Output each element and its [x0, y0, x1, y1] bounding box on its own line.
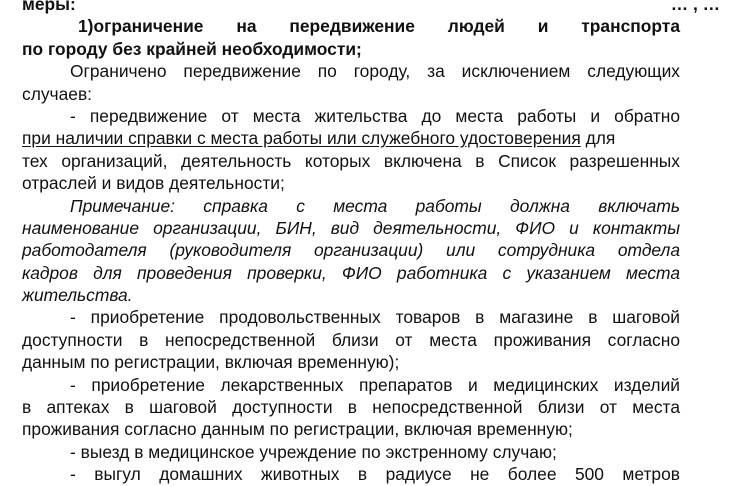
item-1-line-1: [22, 15, 680, 37]
paragraph-line-1: Ограничено передвижение по городу, за исключением следующих: [70, 61, 680, 82]
bullet-3-line-1: - приобретение лекарственных препаратов и медицинских изделий: [70, 374, 680, 395]
bullet-1-line-2-rest: для: [580, 128, 616, 149]
bullet-1-line-3: тех организаций, деятельность которых включена в Список разрешенных: [22, 150, 680, 171]
bullet-3-line-3: проживания согласно данным по регистрации, включая временную;: [22, 419, 573, 440]
header-left: меры:: [22, 0, 76, 14]
bullet-3-line-2: в аптеках в шаговой доступности в непосредственной близи от места: [22, 397, 680, 418]
note-line-3: работодателя (руководителя организации) или сотрудника отдела: [22, 240, 680, 261]
bullet-1-line-2: [22, 127, 680, 149]
item-1-number: 1): [78, 16, 94, 37]
item-1-line-2: по городу без крайней необходимости;: [22, 38, 362, 59]
bullet-1-underlined-text: при наличии справки с места работы или служебного удостоверения: [22, 128, 581, 149]
bullet-2-line-1: - приобретение продовольственных товаров в магазине в шаговой: [70, 307, 680, 328]
paragraph-line-2: случаев:: [22, 83, 93, 104]
bullet-5-line-1: - выгул домашних животных в радиусе не более 500 метров: [70, 464, 680, 485]
bullet-2-line-3: данным по регистрации, включая временную);: [22, 352, 400, 373]
bullet-2-line-2: доступности в непосредственной близи от места проживания согласно: [22, 329, 680, 350]
header-line: [22, 0, 720, 15]
bullet-4-line-1: - выезд в медицинское учреждение по экстренному случаю;: [70, 441, 557, 462]
header-right: … , …: [670, 0, 720, 14]
note-line-5: жительства.: [22, 285, 133, 306]
bullet-1-line-1: - передвижение от места жительства до места работы и обратно: [70, 105, 680, 126]
bullet-1-line-4: отраслей и видов деятельности;: [22, 173, 285, 194]
item-1-text: ограничение на передвижение людей и транспорта: [93, 16, 680, 37]
document-page: [22, 0, 720, 486]
note-line-2: наименование организации, БИН, вид деятельности, ФИО и контакты: [22, 217, 680, 238]
note-line-1: Примечание: справка с места работы должна включать: [70, 195, 680, 216]
note-line-4: кадров для проведения проверки, ФИО работника с указанием места: [22, 262, 680, 283]
